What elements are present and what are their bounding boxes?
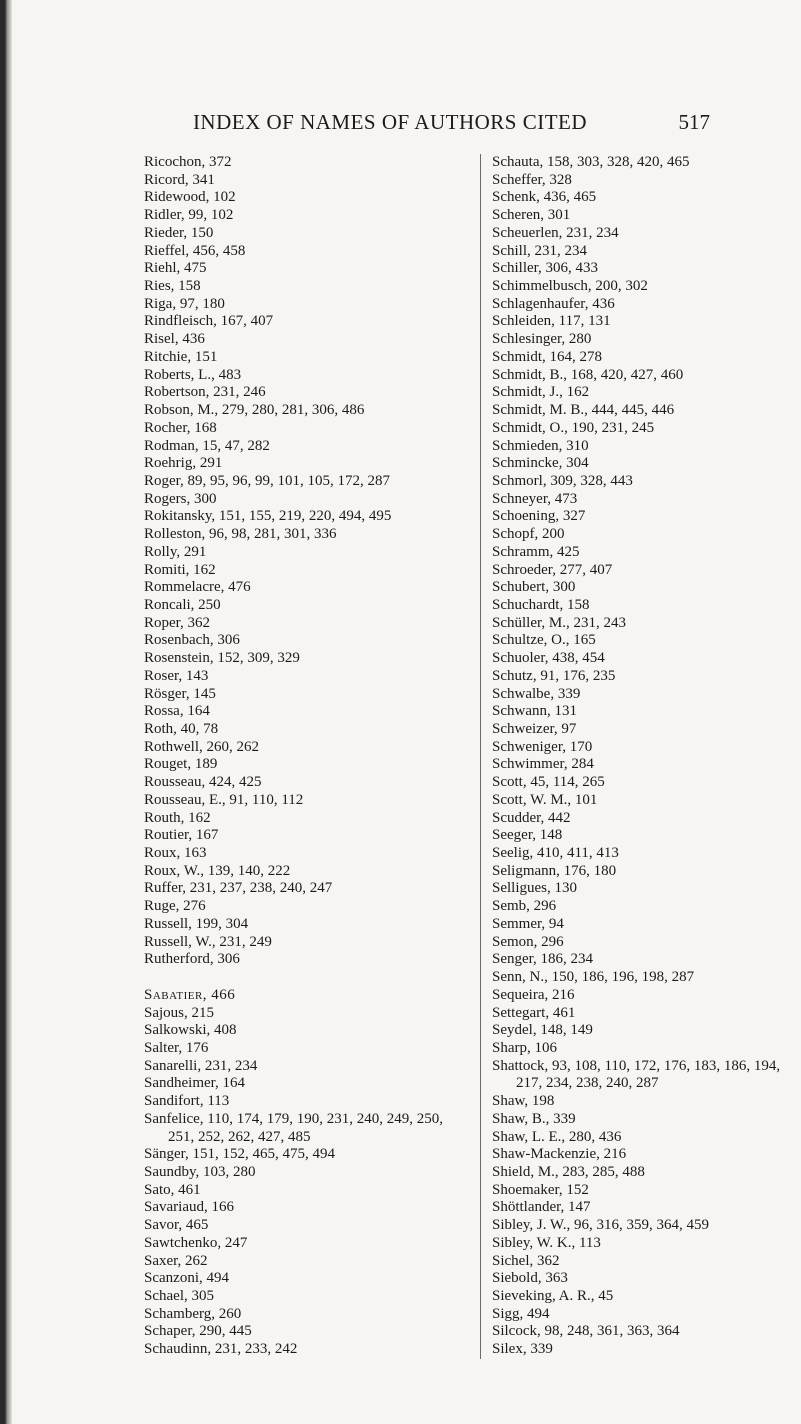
- index-entry: Roser, 143: [144, 667, 209, 684]
- index-entry: Roberts, L., 483: [144, 366, 242, 383]
- index-entry: Sänger, 151, 152, 465, 475, 494: [144, 1146, 336, 1163]
- index-entry: Schaudinn, 231, 233, 242: [144, 1341, 298, 1358]
- index-entry: Scheren, 301: [492, 207, 571, 224]
- index-entry: Ries, 158: [144, 278, 201, 295]
- index-entry: Schramm, 425: [492, 543, 580, 560]
- index-entry: Schmidt, O., 190, 231, 245: [492, 419, 655, 436]
- index-entry: Rieffel, 456, 458: [144, 242, 246, 259]
- index-entry: Selligues, 130: [492, 880, 577, 897]
- index-entry: Roux, W., 139, 140, 222: [144, 862, 291, 879]
- index-entry: Shaw, 198: [492, 1093, 555, 1110]
- index-entry: Russell, W., 231, 249: [144, 933, 272, 950]
- index-entry: Saundby, 103, 280: [144, 1163, 256, 1180]
- index-entry: Shoemaker, 152: [492, 1181, 589, 1198]
- index-entry: Schopf, 200: [492, 526, 565, 543]
- index-entry: Sigg, 494: [492, 1305, 550, 1322]
- index-entry: Shattock, 93, 108, 110, 172, 176, 183, 186, 194, 217, 234, 238, 240, 287: [492, 1057, 781, 1092]
- index-entry: Semb, 296: [492, 898, 557, 915]
- index-entry: Ruge, 276: [144, 898, 206, 915]
- index-entry: Ridewood, 102: [144, 189, 236, 206]
- index-entry: Schoening, 327: [492, 508, 586, 525]
- index-entry: Schlagenhaufer, 436: [492, 295, 615, 312]
- index-entry: Schiller, 306, 433: [492, 260, 599, 277]
- index-entry: Rodman, 15, 47, 282: [144, 437, 270, 454]
- index-entry: Seligmann, 176, 180: [492, 862, 617, 879]
- index-entry: Schill, 231, 234: [492, 242, 588, 259]
- index-entry: Savariaud, 166: [144, 1199, 234, 1216]
- index-entry: Schwalbe, 339: [492, 685, 581, 702]
- index-entry: Rocher, 168: [144, 419, 217, 436]
- index-entry: Routh, 162: [144, 809, 211, 826]
- index-entry: Roger, 89, 95, 96, 99, 101, 105, 172, 287: [144, 472, 391, 489]
- index-entry: Scott, 45, 114, 265: [492, 774, 605, 791]
- index-entry: Schweniger, 170: [492, 738, 593, 755]
- index-entry: Robson, M., 279, 280, 281, 306, 486: [144, 402, 365, 419]
- index-entry: Salter, 176: [144, 1039, 209, 1056]
- index-entry: Schroeder, 277, 407: [492, 561, 613, 578]
- index-entry: Scanzoni, 494: [144, 1270, 229, 1287]
- index-entry: Shield, M., 283, 285, 488: [492, 1163, 645, 1180]
- page-header: [130, 110, 710, 140]
- index-entry: Sanfelice, 110, 174, 179, 190, 231, 240, 249, 250, 251, 252, 262, 427, 485: [144, 1110, 443, 1145]
- index-entry: Schwimmer, 284: [492, 756, 594, 773]
- index-column-left: [144, 154, 469, 1359]
- index-entry: Schmincke, 304: [492, 455, 589, 472]
- index-entry: Schamberg, 260: [144, 1305, 242, 1322]
- index-entry: Sibley, W. K., 113: [492, 1234, 601, 1251]
- index-entry: Senger, 186, 234: [492, 951, 594, 968]
- index-entry: Schuoler, 438, 454: [492, 650, 605, 667]
- page-title: INDEX OF NAMES OF AUTHORS CITED: [192, 110, 588, 134]
- index-entry: Romiti, 162: [144, 561, 216, 578]
- index-entry: Roper, 362: [144, 614, 211, 631]
- index-entry: Riga, 97, 180: [144, 295, 225, 312]
- index-entry: Schmidt, M. B., 444, 445, 446: [492, 402, 675, 419]
- index-entry: Schlesinger, 280: [492, 331, 592, 348]
- index-entry: Schmieden, 310: [492, 437, 589, 454]
- index-entry: Ruffer, 231, 237, 238, 240, 247: [144, 880, 333, 897]
- index-entry: Schwann, 131: [492, 703, 577, 720]
- index-entry: Rutherford, 306: [144, 951, 240, 968]
- index-entry: Roehrig, 291: [144, 455, 223, 472]
- index-group-r: [144, 154, 469, 969]
- index-entry: Roux, 163: [144, 845, 207, 862]
- index-entry: Schenk, 436, 465: [492, 189, 597, 206]
- index-entry: Roth, 40, 78: [144, 721, 219, 737]
- index-entry: Schneyer, 473: [492, 490, 578, 507]
- page-number: 517: [678, 110, 710, 134]
- index-entry: Russell, 199, 304: [144, 915, 249, 932]
- index-entry: Rosenstein, 152, 309, 329: [144, 650, 300, 667]
- index-entry: Rommelacre, 476: [144, 579, 251, 596]
- index-entry: Sanarelli, 231, 234: [144, 1057, 258, 1074]
- index-entry: Schubert, 300: [492, 579, 576, 596]
- index-group-s-continued: [492, 154, 792, 1359]
- index-entry: Sibley, J. W., 96, 316, 359, 364, 459: [492, 1217, 709, 1234]
- index-entry: Schüller, M., 231, 243: [492, 614, 626, 631]
- index-entry: Roncali, 250: [144, 596, 221, 613]
- index-entry: Riehl, 475: [144, 260, 207, 277]
- index-entry: Schuchardt, 158: [492, 596, 590, 613]
- index-entry: Ritchie, 151: [144, 348, 218, 365]
- index-entry: Silcock, 98, 248, 361, 363, 364: [492, 1323, 680, 1340]
- page-binding-edge: [0, 0, 12, 1424]
- index-entry: Rousseau, E., 91, 110, 112: [144, 791, 304, 808]
- index-entry-section-start: Sabatier, 466: [144, 986, 236, 1003]
- index-entry: Savor, 465: [144, 1217, 209, 1234]
- index-entry: Routier, 167: [144, 827, 219, 844]
- index-column-right: [480, 154, 792, 1359]
- index-entry: Risel, 436: [144, 331, 205, 348]
- index-entry: Scheuerlen, 231, 234: [492, 224, 619, 241]
- index-entry: Rouget, 189: [144, 756, 218, 773]
- index-entry: Rolleston, 96, 98, 281, 301, 336: [144, 526, 337, 543]
- index-entry: Semon, 296: [492, 933, 564, 950]
- index-entry: Sieveking, A. R., 45: [492, 1288, 614, 1304]
- index-entry: Schaper, 290, 445: [144, 1323, 252, 1340]
- index-entry: Salkowski, 408: [144, 1022, 237, 1039]
- index-entry: Sawtchenko, 247: [144, 1234, 248, 1251]
- index-entry: Shaw, L. E., 280, 436: [492, 1128, 622, 1145]
- index-entry: Schimmelbusch, 200, 302: [492, 278, 648, 295]
- index-entry: Scott, W. M., 101: [492, 791, 598, 808]
- index-group-s: [144, 1005, 469, 1359]
- index-entry: Shaw, B., 339: [492, 1110, 576, 1127]
- index-entry: Shöttlander, 147: [492, 1199, 591, 1216]
- index-entry: Silex, 339: [492, 1341, 553, 1358]
- index-entry: Rösger, 145: [144, 685, 216, 702]
- index-entry: Sandheimer, 164: [144, 1075, 246, 1092]
- index-entry: Settegart, 461: [492, 1004, 576, 1021]
- index-entry: Saxer, 262: [144, 1252, 208, 1269]
- index-entry: Semmer, 94: [492, 915, 564, 932]
- index-entry: Robertson, 231, 246: [144, 384, 266, 401]
- index-entry: Rossa, 164: [144, 703, 210, 720]
- index-entry: Schmidt, B., 168, 420, 427, 460: [492, 366, 684, 383]
- index-entry: Rokitansky, 151, 155, 219, 220, 494, 495: [144, 508, 392, 525]
- index-entry: Sequeira, 216: [492, 986, 575, 1003]
- index-entry: Sajous, 215: [144, 1004, 215, 1021]
- index-entry: Schmorl, 309, 328, 443: [492, 472, 633, 489]
- index-entry: Scudder, 442: [492, 809, 571, 826]
- index-entry: Siebold, 363: [492, 1270, 568, 1287]
- index-entry: Rindfleisch, 167, 407: [144, 313, 274, 330]
- index-entry: Schael, 305: [144, 1288, 214, 1304]
- index-entry: Shaw-Mackenzie, 216: [492, 1146, 627, 1163]
- index-entry: Rousseau, 424, 425: [144, 774, 262, 791]
- index-entry: Schutz, 91, 176, 235: [492, 667, 616, 684]
- index-entry: Schultze, O., 165: [492, 632, 596, 649]
- index-entry: Schauta, 158, 303, 328, 420, 465: [492, 154, 690, 170]
- index-entry: Schleiden, 117, 131: [492, 313, 611, 330]
- index-entry: Schweizer, 97: [492, 721, 577, 737]
- index-entry: Sichel, 362: [492, 1252, 560, 1269]
- section-gap: [144, 969, 469, 987]
- index-entry: Sharp, 106: [492, 1039, 557, 1056]
- index-entry: Rothwell, 260, 262: [144, 738, 259, 755]
- index-entry: Ridler, 99, 102: [144, 207, 234, 224]
- index-entry: Sato, 461: [144, 1181, 201, 1198]
- index-entry: Ricochon, 372: [144, 154, 232, 170]
- index-entry: Ricord, 341: [144, 171, 215, 188]
- index-entry: Rosenbach, 306: [144, 632, 240, 649]
- index-entry: Seydel, 148, 149: [492, 1022, 593, 1039]
- index-entry: Schmidt, J., 162: [492, 384, 590, 401]
- index-entry: Schmidt, 164, 278: [492, 348, 603, 365]
- index-entry: Sandifort, 113: [144, 1093, 230, 1110]
- index-entry: Scheffer, 328: [492, 171, 572, 188]
- index-entry: Rogers, 300: [144, 490, 217, 507]
- index-entry: Rolly, 291: [144, 543, 207, 560]
- index-entry: Rieder, 150: [144, 224, 214, 241]
- index-entry: Seelig, 410, 411, 413: [492, 845, 619, 862]
- index-entry: Seeger, 148: [492, 827, 563, 844]
- index-entry: Senn, N., 150, 186, 196, 198, 287: [492, 969, 695, 986]
